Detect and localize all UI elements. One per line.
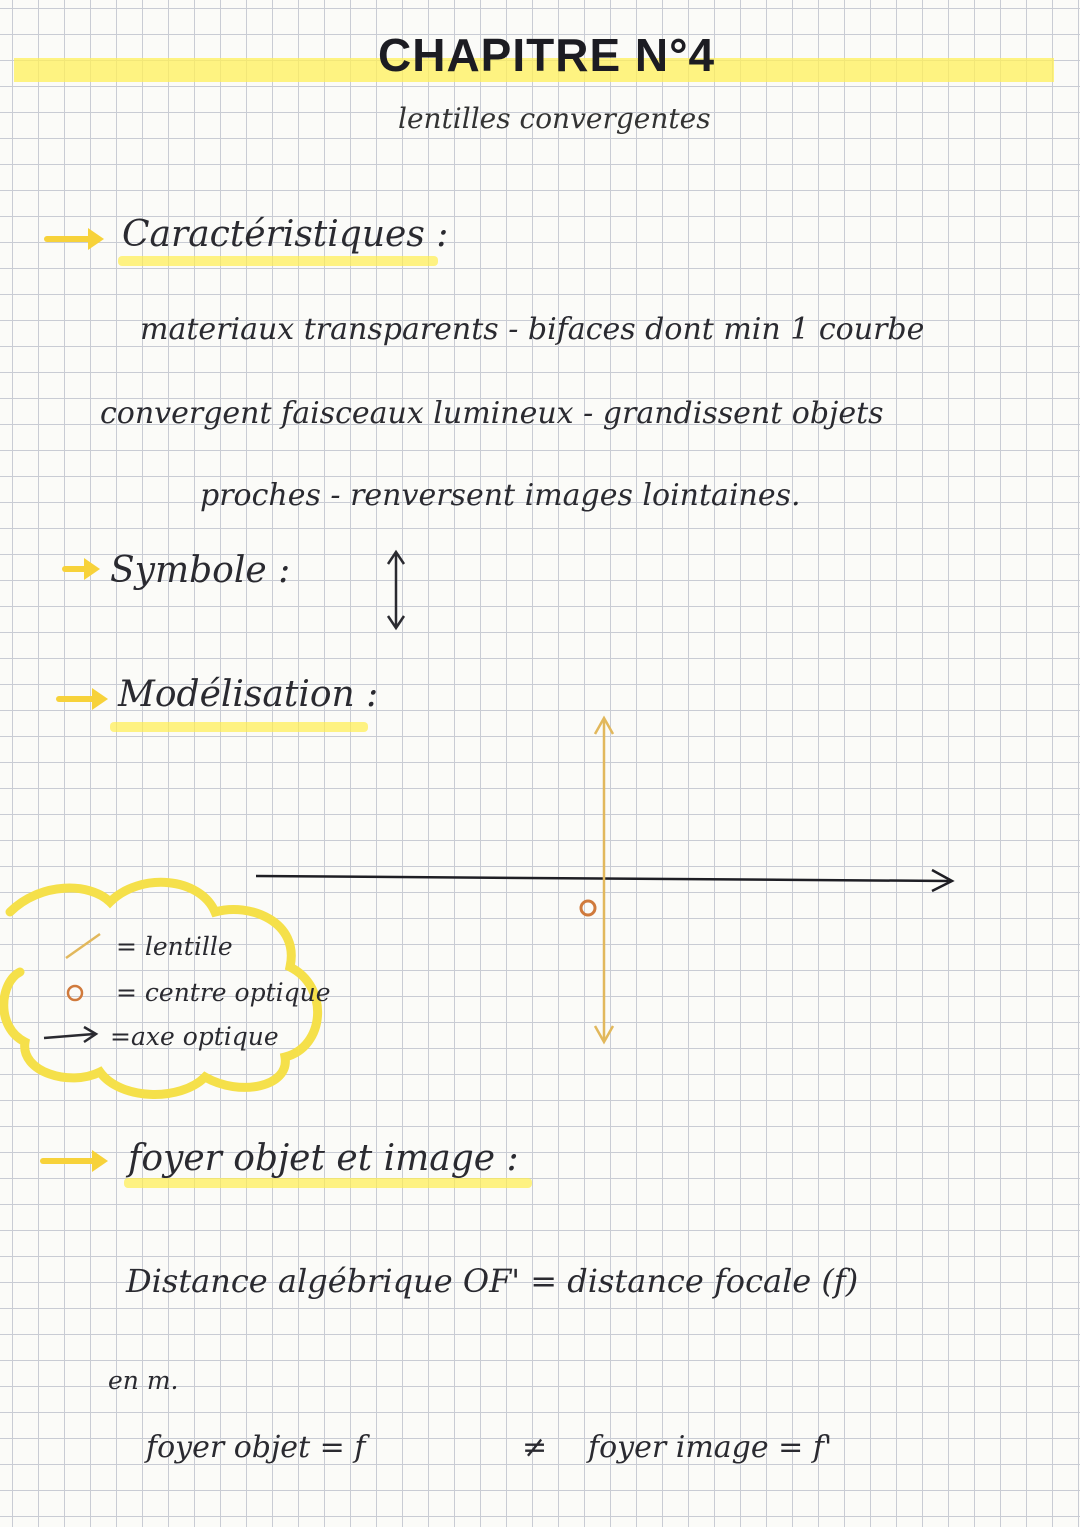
section-arrow-icon bbox=[56, 696, 96, 702]
section-heading-modelisation: Modélisation : bbox=[118, 674, 379, 715]
convergent-lens bbox=[595, 718, 613, 1042]
heading-highlight bbox=[124, 1178, 532, 1188]
not-equal-sign: ≠ bbox=[522, 1430, 548, 1465]
page-subtitle: lentilles convergentes bbox=[398, 102, 711, 135]
caracteristiques-line-1: materiaux transparents - bifaces dont min 1 courbe bbox=[140, 312, 925, 347]
foyer-objet-relation: foyer objet = f bbox=[146, 1430, 366, 1465]
section-arrow-icon bbox=[40, 1158, 96, 1164]
caracteristiques-line-2: convergent faisceaux lumineux - grandissent objets bbox=[100, 396, 884, 431]
caracteristiques-line-3: proches - renversent images lointaines. bbox=[200, 478, 801, 513]
lens-legend-icon bbox=[58, 930, 108, 962]
section-arrow-icon bbox=[62, 566, 88, 572]
focal-unit: en m. bbox=[108, 1366, 179, 1395]
center-legend-icon bbox=[64, 982, 86, 1004]
legend-axe: =axe optique bbox=[110, 1022, 279, 1051]
section-arrow-icon bbox=[44, 236, 92, 242]
axis-legend-icon bbox=[40, 1024, 100, 1048]
legend-lentille: = lentille bbox=[116, 932, 233, 961]
section-heading-symbole: Symbole : bbox=[110, 550, 291, 591]
foyer-image-relation: foyer image = f' bbox=[588, 1430, 833, 1465]
heading-highlight bbox=[118, 256, 438, 266]
legend-centre: = centre optique bbox=[116, 978, 331, 1007]
lens-symbol-icon bbox=[384, 548, 408, 632]
lens-diagram bbox=[240, 700, 980, 1060]
optical-center bbox=[581, 901, 595, 915]
focal-definition: Distance algébrique OF' = distance focale (f) bbox=[126, 1262, 859, 1300]
page-title: CHAPITRE N°4 bbox=[378, 29, 716, 81]
section-heading-caracteristiques: Caractéristiques : bbox=[122, 214, 449, 255]
section-heading-foyer: foyer objet et image : bbox=[128, 1138, 519, 1179]
